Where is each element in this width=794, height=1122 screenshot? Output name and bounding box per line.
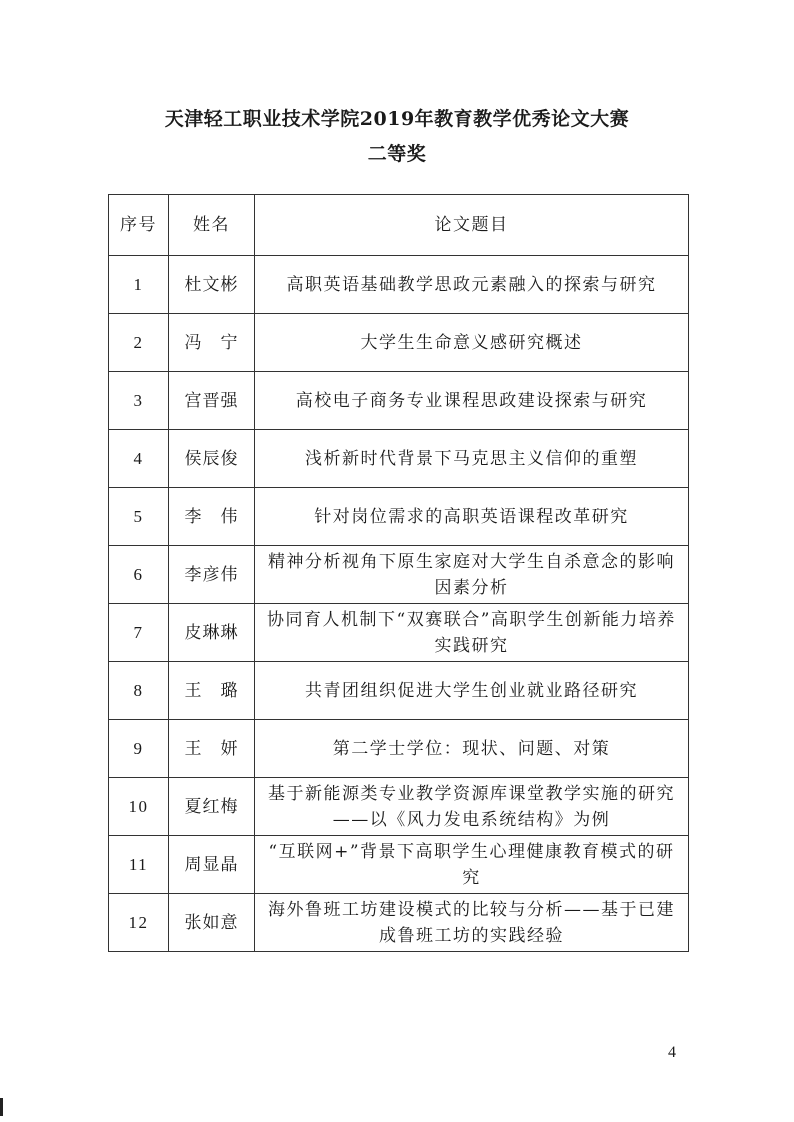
- table-row: [109, 430, 689, 488]
- table-row: [109, 604, 689, 662]
- document-title: 天津轻工职业技术学院2019年教育教学优秀论文大赛: [164, 108, 630, 130]
- row-paper-title: 精神分析视角下原生家庭对大学生自杀意念的影响因素分析: [255, 546, 689, 604]
- table-row: [109, 488, 689, 546]
- row-name: 侯辰俊: [169, 430, 255, 488]
- header-no: 序号: [109, 195, 169, 256]
- row-name: 张如意: [169, 894, 255, 952]
- table-row: [109, 546, 689, 604]
- row-paper-title: 海外鲁班工坊建设模式的比较与分析——基于已建成鲁班工坊的实践经验: [255, 894, 689, 952]
- row-no: 11: [109, 836, 169, 894]
- row-name: 李 伟: [169, 488, 255, 546]
- row-name: 杜文彬: [169, 256, 255, 314]
- row-no: 9: [109, 720, 169, 778]
- scan-edge-mark: [0, 1098, 3, 1116]
- row-paper-title: 针对岗位需求的高职英语课程改革研究: [255, 488, 689, 546]
- table-row: [109, 894, 689, 952]
- row-name: 李彦伟: [169, 546, 255, 604]
- table-row: [109, 720, 689, 778]
- table-row: [109, 836, 689, 894]
- row-name: 王 璐: [169, 662, 255, 720]
- row-no: 10: [109, 778, 169, 836]
- row-paper-title: 基于新能源类专业教学资源库课堂教学实施的研究——以《风力发电系统结构》为例: [255, 778, 689, 836]
- row-name: 皮琳琳: [169, 604, 255, 662]
- row-name: 周显晶: [169, 836, 255, 894]
- page-number: 4: [668, 1044, 676, 1061]
- row-no: 3: [109, 372, 169, 430]
- row-no: 1: [109, 256, 169, 314]
- row-name: 王 妍: [169, 720, 255, 778]
- row-no: 2: [109, 314, 169, 372]
- row-no: 5: [109, 488, 169, 546]
- table-row: [109, 256, 689, 314]
- header-title: 论文题目: [255, 195, 689, 256]
- row-paper-title: 协同育人机制下“双赛联合”高职学生创新能力培养实践研究: [255, 604, 689, 662]
- row-no: 7: [109, 604, 169, 662]
- award-level: 二等奖: [367, 143, 427, 165]
- row-paper-title: 第二学士学位：现状、问题、对策: [255, 720, 689, 778]
- row-paper-title: 高校电子商务专业课程思政建设探索与研究: [255, 372, 689, 430]
- award-table: [108, 194, 689, 952]
- row-no: 6: [109, 546, 169, 604]
- table-row: [109, 372, 689, 430]
- row-paper-title: 高职英语基础教学思政元素融入的探索与研究: [255, 256, 689, 314]
- table-row: [109, 314, 689, 372]
- row-name: 冯 宁: [169, 314, 255, 372]
- row-name: 夏红梅: [169, 778, 255, 836]
- row-no: 12: [109, 894, 169, 952]
- table-row: [109, 778, 689, 836]
- row-no: 8: [109, 662, 169, 720]
- row-paper-title: “互联网+”背景下高职学生心理健康教育模式的研究: [255, 836, 689, 894]
- row-name: 宫晋强: [169, 372, 255, 430]
- row-paper-title: 共青团组织促进大学生创业就业路径研究: [255, 662, 689, 720]
- header-name: 姓名: [169, 195, 255, 256]
- row-paper-title: 大学生生命意义感研究概述: [255, 314, 689, 372]
- table-header-row: [109, 195, 689, 256]
- table-row: [109, 662, 689, 720]
- row-no: 4: [109, 430, 169, 488]
- row-paper-title: 浅析新时代背景下马克思主义信仰的重塑: [255, 430, 689, 488]
